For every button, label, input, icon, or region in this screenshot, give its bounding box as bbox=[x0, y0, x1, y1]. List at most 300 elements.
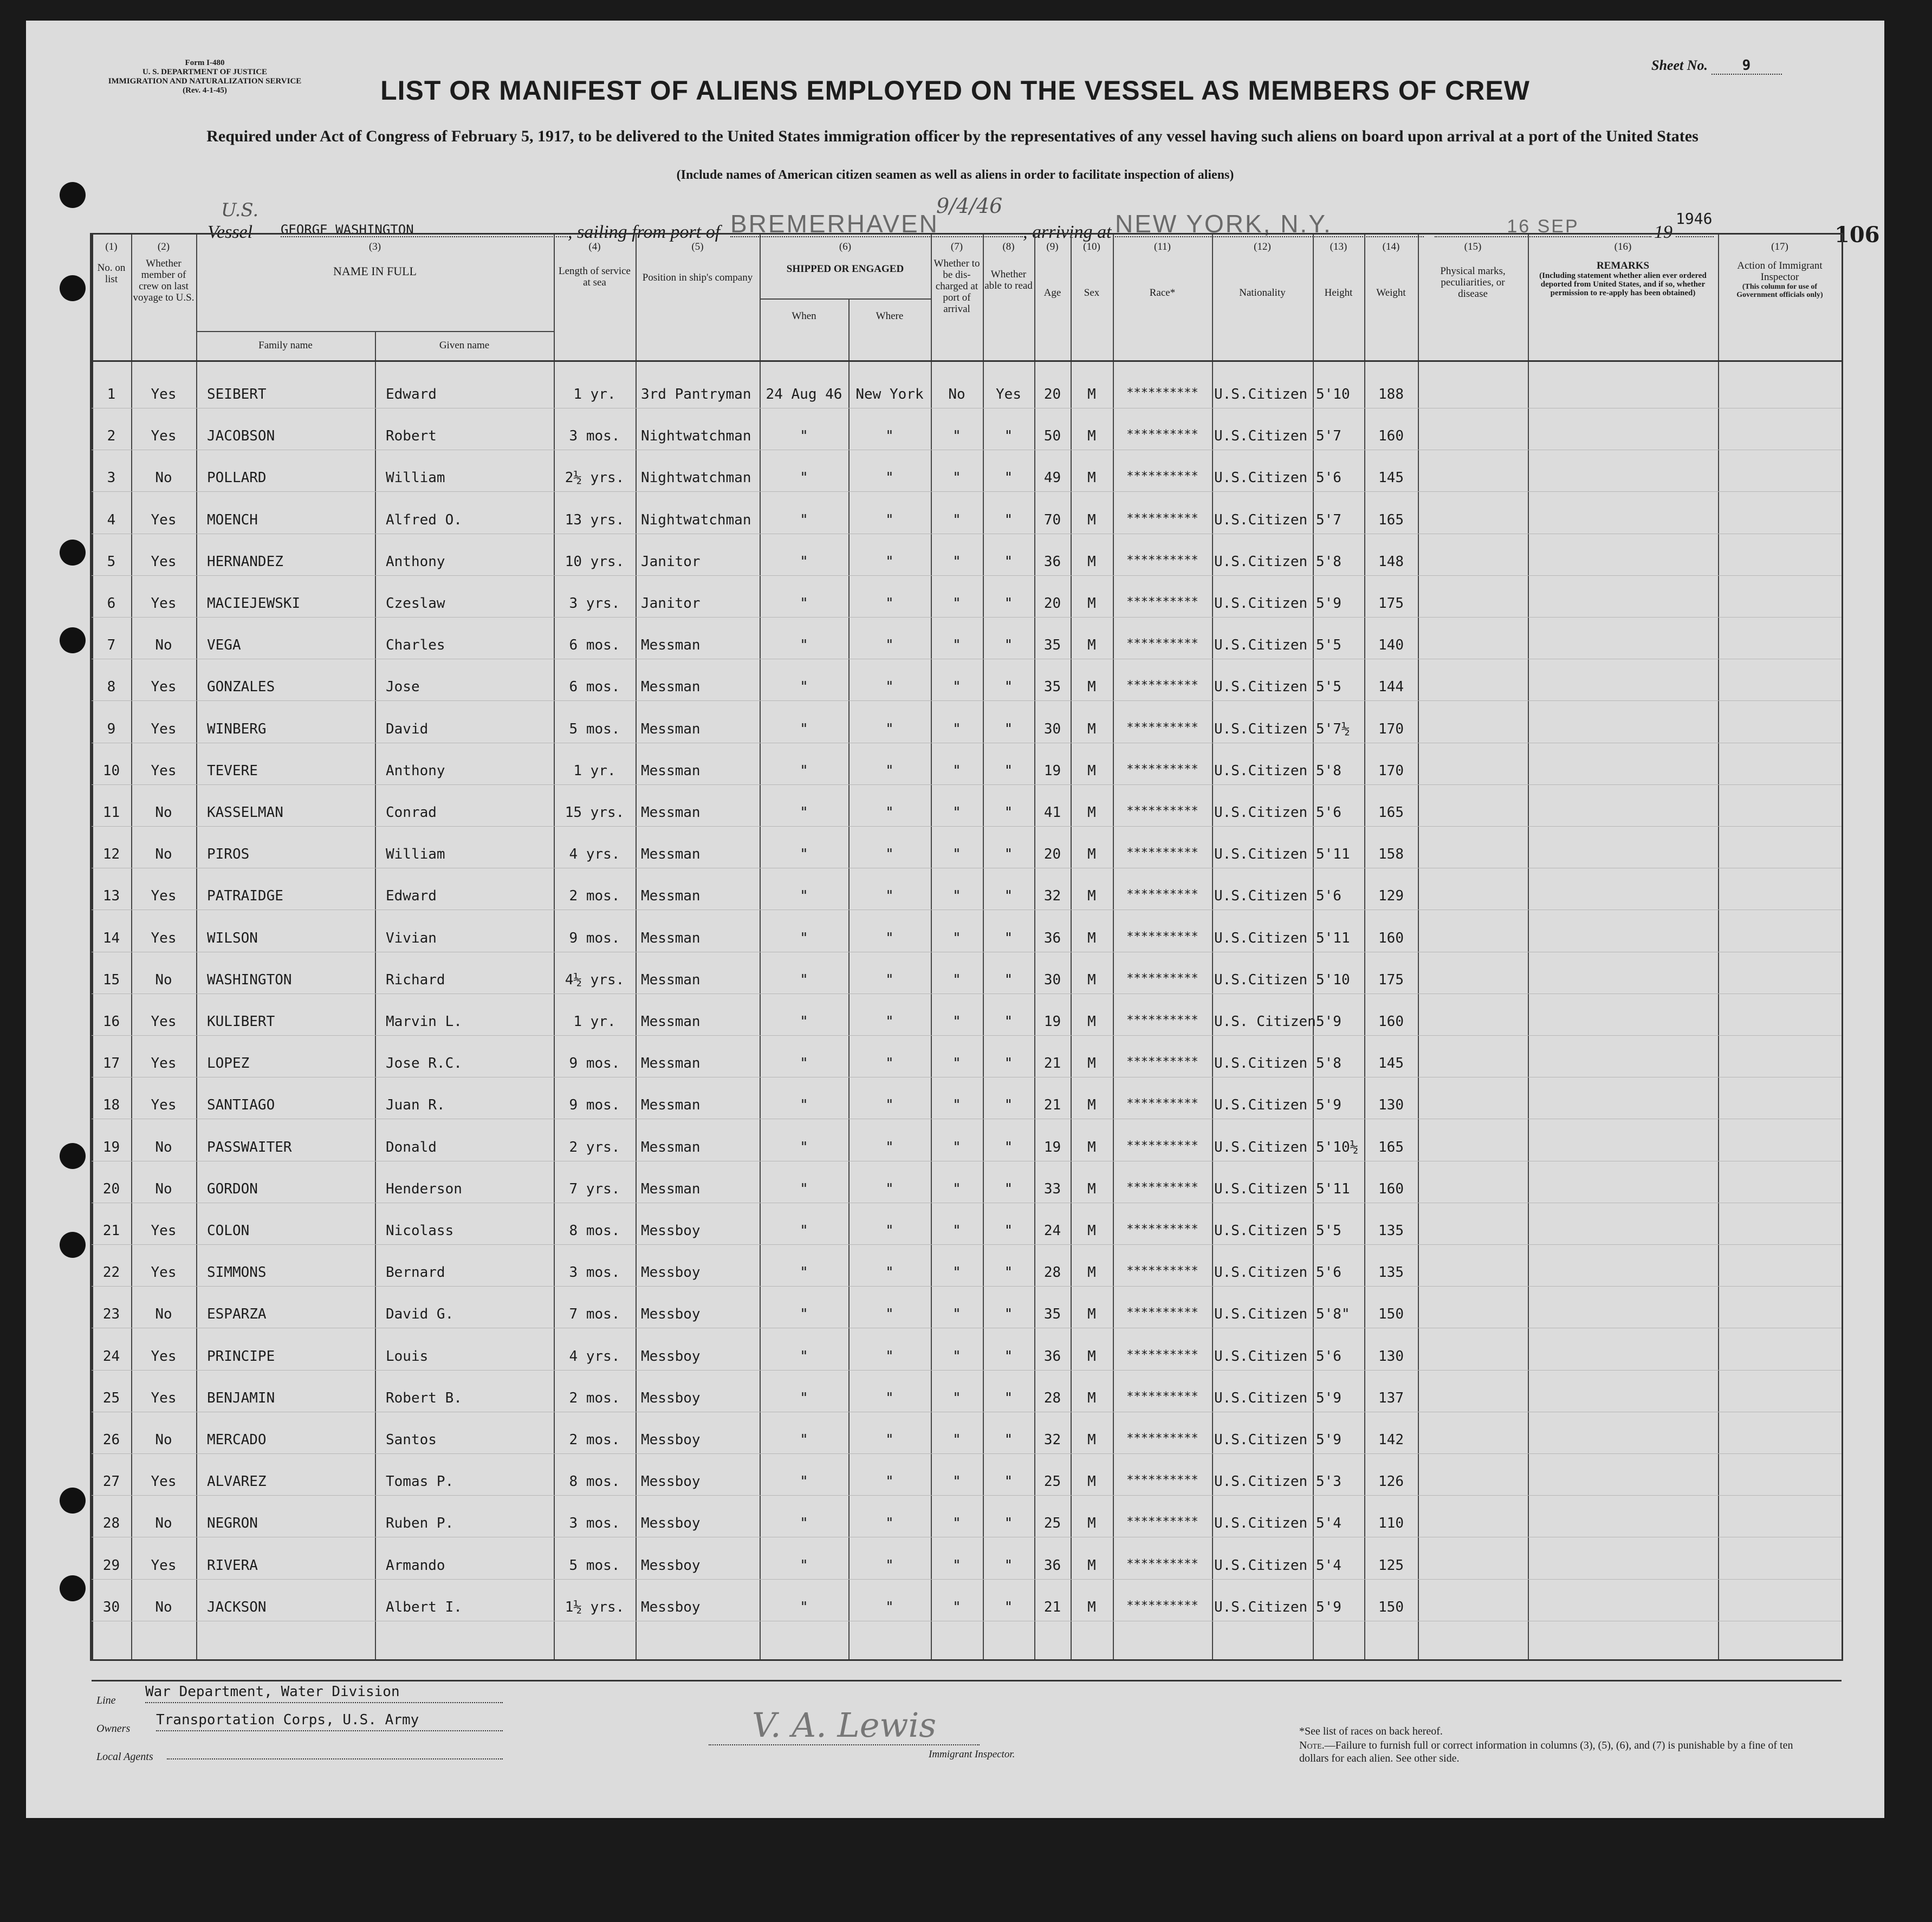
cell-no: 17 bbox=[102, 1055, 120, 1072]
sailing-label: , sailing from port of bbox=[568, 222, 721, 242]
cell-where: " bbox=[885, 679, 894, 695]
cell-age: 35 bbox=[1043, 637, 1061, 653]
cell-age: 25 bbox=[1043, 1473, 1061, 1490]
cell-weight: 140 bbox=[1378, 637, 1404, 653]
cell-nat: U.S.Citizen bbox=[1214, 470, 1308, 486]
cell-weight: 126 bbox=[1378, 1473, 1404, 1490]
cell-sex: M bbox=[1087, 1055, 1096, 1072]
cell-nat: U.S.Citizen bbox=[1214, 1557, 1308, 1574]
col-label: Whether to be dis-charged at port of arrival bbox=[933, 258, 980, 315]
cell-no: 6 bbox=[107, 595, 116, 612]
cell-read: " bbox=[1004, 763, 1013, 779]
cell-family: BENJAMIN bbox=[207, 1390, 275, 1406]
form-service: IMMIGRATION AND NATURALIZATION SERVICE bbox=[108, 77, 302, 86]
cell-prev: Yes bbox=[151, 1223, 177, 1239]
col-header-remarks bbox=[1528, 241, 1718, 297]
cell-prev: Yes bbox=[151, 428, 177, 444]
cell-read: " bbox=[1004, 679, 1013, 695]
cell-height: 5'11 bbox=[1316, 1181, 1350, 1197]
cell-read: " bbox=[1004, 1139, 1013, 1155]
col-label: Whether able to read bbox=[984, 269, 1033, 291]
col-label: No. on list bbox=[97, 262, 126, 285]
row-rule bbox=[92, 1495, 1842, 1496]
cell-where: " bbox=[885, 1139, 894, 1155]
cell-disch: " bbox=[952, 1097, 961, 1113]
cell-nat: U.S.Citizen bbox=[1214, 386, 1308, 402]
cell-prev: Yes bbox=[151, 1014, 177, 1030]
col-label: NAME IN FULL bbox=[333, 264, 417, 278]
row-rule bbox=[92, 1370, 1842, 1371]
cell-where: " bbox=[885, 1348, 894, 1365]
row-rule bbox=[92, 784, 1842, 785]
penalty-note bbox=[1299, 1739, 1819, 1765]
cell-race: ********** bbox=[1126, 972, 1198, 985]
col-num: (1) bbox=[105, 241, 118, 252]
cell-disch: " bbox=[952, 1515, 961, 1531]
cell-where: " bbox=[885, 428, 894, 444]
cell-no: 10 bbox=[102, 763, 120, 779]
col-header-shipped bbox=[760, 241, 931, 275]
cell-height: 5'5 bbox=[1316, 637, 1341, 653]
punch-hole bbox=[60, 1488, 86, 1514]
cell-position: Messman bbox=[641, 721, 701, 737]
cell-race: ********** bbox=[1126, 470, 1198, 483]
cell-disch: " bbox=[952, 512, 961, 528]
cell-position: Nightwatchman bbox=[641, 428, 751, 444]
cell-when: " bbox=[800, 1181, 808, 1197]
row-rule bbox=[92, 1453, 1842, 1454]
cell-read: " bbox=[1004, 1181, 1013, 1197]
cell-height: 5'3 bbox=[1316, 1473, 1341, 1490]
cell-when: " bbox=[800, 428, 808, 444]
cell-weight: 160 bbox=[1378, 1181, 1404, 1197]
cell-where: " bbox=[885, 554, 894, 570]
cell-age: 20 bbox=[1043, 595, 1061, 612]
cell-family: TEVERE bbox=[207, 763, 258, 779]
cell-sex: M bbox=[1087, 428, 1096, 444]
cell-weight: 160 bbox=[1378, 1014, 1404, 1030]
cell-read: " bbox=[1004, 721, 1013, 737]
cell-no: 5 bbox=[107, 554, 116, 570]
col-label: Weight bbox=[1376, 287, 1406, 298]
col-label: Sex bbox=[1084, 287, 1100, 298]
cell-when: " bbox=[800, 1473, 808, 1490]
cell-service: 2 mos. bbox=[569, 1432, 620, 1448]
cell-sex: M bbox=[1087, 595, 1096, 612]
cell-position: Messboy bbox=[641, 1473, 701, 1490]
cell-given: Jose bbox=[386, 679, 420, 695]
arriving-label: , arriving at bbox=[1023, 222, 1112, 242]
cell-no: 14 bbox=[102, 930, 120, 946]
cell-weight: 148 bbox=[1378, 554, 1404, 570]
cell-given: David G. bbox=[386, 1306, 454, 1322]
cell-disch: " bbox=[952, 1348, 961, 1365]
cell-nat: U.S.Citizen bbox=[1214, 679, 1308, 695]
cell-age: 24 bbox=[1043, 1223, 1061, 1239]
cell-read: " bbox=[1004, 1014, 1013, 1030]
cell-where: " bbox=[885, 512, 894, 528]
cell-race: ********** bbox=[1126, 637, 1198, 651]
page-title: LIST OR MANIFEST OF ALIENS EMPLOYED ON THE VESSEL AS MEMBERS OF CREW bbox=[380, 75, 1530, 106]
cell-nat: U.S.Citizen bbox=[1214, 1515, 1308, 1531]
cell-sex: M bbox=[1087, 1181, 1096, 1197]
cell-sex: M bbox=[1087, 930, 1096, 946]
line-label: Line bbox=[96, 1694, 116, 1706]
cell-height: 5'4 bbox=[1316, 1557, 1341, 1574]
col-num: (5) bbox=[691, 241, 704, 252]
line-field: War Department, Water Division bbox=[145, 1684, 503, 1703]
col-sublabel: (This column for use of Government officials only) bbox=[1736, 283, 1823, 299]
cell-family: ALVAREZ bbox=[207, 1473, 267, 1490]
cell-age: 36 bbox=[1043, 554, 1061, 570]
sheet-number bbox=[1651, 57, 1782, 75]
cell-position: Messboy bbox=[641, 1264, 701, 1281]
cell-nat: U.S.Citizen bbox=[1214, 1264, 1308, 1281]
cell-no: 1 bbox=[107, 386, 116, 402]
col-num: (9) bbox=[1046, 241, 1059, 252]
cell-race: ********** bbox=[1126, 1223, 1198, 1236]
cell-position: Messboy bbox=[641, 1599, 701, 1615]
cell-no: 9 bbox=[107, 721, 116, 737]
cell-age: 30 bbox=[1043, 721, 1061, 737]
cell-sex: M bbox=[1087, 804, 1096, 821]
col-label: SHIPPED OR ENGAGED bbox=[786, 263, 904, 275]
cell-when: " bbox=[800, 930, 808, 946]
cell-height: 5'8 bbox=[1316, 763, 1341, 779]
row-rule bbox=[92, 700, 1842, 701]
col-header-race bbox=[1113, 241, 1212, 298]
cell-no: 4 bbox=[107, 512, 116, 528]
col-num: (11) bbox=[1154, 241, 1171, 252]
cell-prev: Yes bbox=[151, 1264, 177, 1281]
cell-where: " bbox=[885, 888, 894, 904]
cell-nat: U.S.Citizen bbox=[1214, 1473, 1308, 1490]
col-num: (14) bbox=[1382, 241, 1400, 252]
cell-age: 20 bbox=[1043, 386, 1061, 402]
cell-race: ********** bbox=[1126, 679, 1198, 692]
requirement-text: Required under Act of Congress of February 5, 1917, to be delivered to the United States immigration officer by the representatives of any vessel having such aliens on board upon arrival at a port of the United States bbox=[206, 127, 1698, 145]
cell-nat: U.S.Citizen bbox=[1214, 428, 1308, 444]
cell-when: " bbox=[800, 1223, 808, 1239]
cell-sex: M bbox=[1087, 554, 1096, 570]
cell-read: " bbox=[1004, 1515, 1013, 1531]
cell-when: " bbox=[800, 1264, 808, 1281]
cell-position: Messman bbox=[641, 930, 701, 946]
cell-read: " bbox=[1004, 1557, 1013, 1574]
cell-family: WASHINGTON bbox=[207, 972, 292, 988]
cell-weight: 165 bbox=[1378, 804, 1404, 821]
cell-sex: M bbox=[1087, 1264, 1096, 1281]
cell-prev: Yes bbox=[151, 888, 177, 904]
cell-race: ********** bbox=[1126, 1014, 1198, 1027]
arrival-date-field: 16 SEP bbox=[1435, 210, 1651, 237]
col-header-inspector bbox=[1718, 241, 1842, 299]
cell-position: Messman bbox=[641, 1014, 701, 1030]
cell-service: 8 mos. bbox=[569, 1223, 620, 1239]
cell-disch: No bbox=[948, 386, 965, 402]
cell-family: SEIBERT bbox=[207, 386, 267, 402]
cell-read: " bbox=[1004, 972, 1013, 988]
cell-when: " bbox=[800, 846, 808, 862]
col-num: (17) bbox=[1771, 241, 1788, 252]
cell-height: 5'8 bbox=[1316, 554, 1341, 570]
col-label: Race* bbox=[1149, 287, 1176, 298]
cell-when: " bbox=[800, 1014, 808, 1030]
cell-nat: U.S.Citizen bbox=[1214, 595, 1308, 612]
cell-race: ********** bbox=[1126, 554, 1198, 567]
cell-given: Charles bbox=[386, 637, 445, 653]
cell-race: ********** bbox=[1126, 1473, 1198, 1487]
cell-service: 1 yr. bbox=[573, 763, 616, 779]
cell-read: " bbox=[1004, 512, 1013, 528]
col-sublabel: (Including statement whether alien ever ordered deported from United States, and if so, whether permission to re-apply has been obtained) bbox=[1539, 271, 1707, 297]
cell-no: 20 bbox=[102, 1181, 120, 1197]
cell-race: ********** bbox=[1126, 428, 1198, 441]
cell-when: " bbox=[800, 763, 808, 779]
col-header-name bbox=[196, 241, 554, 277]
cell-height: 5'11 bbox=[1316, 930, 1350, 946]
cell-family: NEGRON bbox=[207, 1515, 258, 1531]
cell-service: 7 mos. bbox=[569, 1306, 620, 1322]
col-header-last-voyage bbox=[131, 241, 196, 303]
cell-read: " bbox=[1004, 1390, 1013, 1406]
cell-sex: M bbox=[1087, 1014, 1096, 1030]
cell-where: " bbox=[885, 1097, 894, 1113]
punch-hole bbox=[60, 1232, 86, 1258]
col-num: (15) bbox=[1464, 241, 1482, 252]
cell-given: Vivian bbox=[386, 930, 437, 946]
cell-disch: " bbox=[952, 1557, 961, 1574]
cell-weight: 175 bbox=[1378, 595, 1404, 612]
cell-no: 7 bbox=[107, 637, 116, 653]
cell-nat: U.S.Citizen bbox=[1214, 804, 1308, 821]
cell-age: 36 bbox=[1043, 1557, 1061, 1574]
col-header-physical-marks bbox=[1418, 241, 1528, 300]
cell-sex: M bbox=[1087, 888, 1096, 904]
cell-family: WILSON bbox=[207, 930, 258, 946]
cell-nat: U.S. Citizen bbox=[1214, 1014, 1316, 1030]
col-header-discharged bbox=[931, 241, 983, 315]
cell-nat: U.S.Citizen bbox=[1214, 972, 1308, 988]
form-department: U. S. DEPARTMENT OF JUSTICE bbox=[142, 68, 268, 76]
cell-where: " bbox=[885, 1055, 894, 1072]
cell-where: " bbox=[885, 1515, 894, 1531]
cell-family: SANTIAGO bbox=[207, 1097, 275, 1113]
cell-sex: M bbox=[1087, 846, 1096, 862]
cell-race: ********** bbox=[1126, 512, 1198, 525]
cell-family: MERCADO bbox=[207, 1432, 267, 1448]
cell-nat: U.S.Citizen bbox=[1214, 846, 1308, 862]
cell-where: " bbox=[885, 1390, 894, 1406]
note-text: —Failure to furnish full or correct information in columns (3), (5), (6), and (7) is punishable by a fine of ten dollars for each alien. See other side. bbox=[1299, 1739, 1793, 1764]
cell-height: 5'10 bbox=[1316, 972, 1350, 988]
cell-disch: " bbox=[952, 804, 961, 821]
cell-given: Henderson bbox=[386, 1181, 462, 1197]
cell-weight: 125 bbox=[1378, 1557, 1404, 1574]
col-num: (8) bbox=[1002, 241, 1015, 252]
cell-weight: 129 bbox=[1378, 888, 1404, 904]
cell-sex: M bbox=[1087, 972, 1096, 988]
cell-disch: " bbox=[952, 1181, 961, 1197]
cell-position: 3rd Pantryman bbox=[641, 386, 751, 402]
cell-read: " bbox=[1004, 1473, 1013, 1490]
cell-weight: 144 bbox=[1378, 679, 1404, 695]
vessel-handwritten-note: U.S. bbox=[221, 199, 259, 221]
cell-age: 41 bbox=[1043, 804, 1061, 821]
cell-nat: U.S.Citizen bbox=[1214, 888, 1308, 904]
col-header-where: Where bbox=[876, 310, 904, 322]
cell-race: ********** bbox=[1126, 1306, 1198, 1320]
cell-read: " bbox=[1004, 846, 1013, 862]
cell-height: 5'6 bbox=[1316, 888, 1341, 904]
cell-weight: 145 bbox=[1378, 470, 1404, 486]
cell-service: 15 yrs. bbox=[565, 804, 625, 821]
cell-given: William bbox=[386, 470, 445, 486]
cell-race: ********** bbox=[1126, 1390, 1198, 1404]
cell-sex: M bbox=[1087, 1348, 1096, 1365]
cell-nat: U.S.Citizen bbox=[1214, 1181, 1308, 1197]
cell-weight: 160 bbox=[1378, 428, 1404, 444]
cell-given: Robert bbox=[386, 428, 437, 444]
cell-no: 3 bbox=[107, 470, 116, 486]
cell-sex: M bbox=[1087, 1139, 1096, 1155]
cell-prev: Yes bbox=[151, 1557, 177, 1574]
local-agents-label: Local Agents bbox=[96, 1751, 153, 1763]
cell-service: 5 mos. bbox=[569, 1557, 620, 1574]
cell-weight: 135 bbox=[1378, 1223, 1404, 1239]
cell-height: 5'5 bbox=[1316, 1223, 1341, 1239]
cell-age: 36 bbox=[1043, 930, 1061, 946]
cell-disch: " bbox=[952, 1473, 961, 1490]
cell-read: " bbox=[1004, 804, 1013, 821]
cell-when: " bbox=[800, 1348, 808, 1365]
col-num: (2) bbox=[157, 241, 170, 252]
cell-service: 4½ yrs. bbox=[565, 972, 625, 988]
cell-service: 4 yrs. bbox=[569, 846, 620, 862]
cell-position: Messman bbox=[641, 846, 701, 862]
cell-race: ********** bbox=[1126, 721, 1198, 735]
port-of-departure-field: BREMERHAVEN bbox=[730, 210, 1023, 237]
cell-weight: 170 bbox=[1378, 763, 1404, 779]
cell-disch: " bbox=[952, 1264, 961, 1281]
cell-height: 5'11 bbox=[1316, 846, 1350, 862]
cell-age: 19 bbox=[1043, 1139, 1061, 1155]
cell-disch: " bbox=[952, 972, 961, 988]
cell-family: VEGA bbox=[207, 637, 241, 653]
cell-height: 5'10½ bbox=[1316, 1139, 1359, 1155]
cell-position: Messman bbox=[641, 972, 701, 988]
cell-position: Messman bbox=[641, 888, 701, 904]
cell-prev: Yes bbox=[151, 721, 177, 737]
cell-service: 2 mos. bbox=[569, 1390, 620, 1406]
cell-prev: Yes bbox=[151, 1473, 177, 1490]
cell-no: 16 bbox=[102, 1014, 120, 1030]
page-number: 106 bbox=[1834, 222, 1880, 248]
cell-read: " bbox=[1004, 1264, 1013, 1281]
cell-weight: 165 bbox=[1378, 1139, 1404, 1155]
cell-position: Messboy bbox=[641, 1557, 701, 1574]
cell-weight: 165 bbox=[1378, 512, 1404, 528]
cell-family: MOENCH bbox=[207, 512, 258, 528]
cell-nat: U.S.Citizen bbox=[1214, 1599, 1308, 1615]
port-handwritten-date: 9/4/46 bbox=[936, 194, 1003, 218]
cell-disch: " bbox=[952, 721, 961, 737]
cell-race: ********** bbox=[1126, 1181, 1198, 1194]
col-header-sex bbox=[1071, 241, 1113, 298]
cell-where: " bbox=[885, 1599, 894, 1615]
cell-weight: 188 bbox=[1378, 386, 1404, 402]
row-rule bbox=[92, 491, 1842, 492]
cell-when: " bbox=[800, 1599, 808, 1615]
cell-position: Nightwatchman bbox=[641, 470, 751, 486]
cell-where: " bbox=[885, 763, 894, 779]
cell-disch: " bbox=[952, 595, 961, 612]
cell-family: POLLARD bbox=[207, 470, 267, 486]
cell-position: Messman bbox=[641, 1097, 701, 1113]
cell-age: 21 bbox=[1043, 1097, 1061, 1113]
cell-given: William bbox=[386, 846, 445, 862]
cell-age: 28 bbox=[1043, 1264, 1061, 1281]
cell-weight: 145 bbox=[1378, 1055, 1404, 1072]
row-rule bbox=[92, 1035, 1842, 1036]
cell-when: " bbox=[800, 595, 808, 612]
cell-given: Santos bbox=[386, 1432, 437, 1448]
punch-hole bbox=[60, 182, 86, 208]
cell-service: 1 yr. bbox=[573, 386, 616, 402]
cell-position: Messman bbox=[641, 763, 701, 779]
cell-height: 5'8" bbox=[1316, 1306, 1350, 1322]
cell-nat: U.S.Citizen bbox=[1214, 1348, 1308, 1365]
cell-disch: " bbox=[952, 1432, 961, 1448]
cell-sex: M bbox=[1087, 1223, 1096, 1239]
cell-given: David bbox=[386, 721, 429, 737]
cell-weight: 170 bbox=[1378, 721, 1404, 737]
local-agents-field bbox=[167, 1740, 503, 1759]
cell-height: 5'6 bbox=[1316, 470, 1341, 486]
cell-race: ********** bbox=[1126, 763, 1198, 776]
cell-disch: " bbox=[952, 679, 961, 695]
cell-height: 5'6 bbox=[1316, 1264, 1341, 1281]
cell-height: 5'8 bbox=[1316, 1055, 1341, 1072]
col-num: (12) bbox=[1254, 241, 1271, 252]
cell-read: " bbox=[1004, 428, 1013, 444]
cell-position: Messboy bbox=[641, 1223, 701, 1239]
cell-position: Messboy bbox=[641, 1306, 701, 1322]
col-header-when: When bbox=[792, 310, 816, 322]
cell-sex: M bbox=[1087, 1473, 1096, 1490]
col-label: Physical marks, peculiarities, or disease bbox=[1440, 265, 1506, 300]
cell-no: 11 bbox=[102, 804, 120, 821]
year-label: 19 bbox=[1654, 222, 1672, 242]
cell-height: 5'7½ bbox=[1316, 721, 1350, 737]
cell-service: 5 mos. bbox=[569, 721, 620, 737]
cell-service: 13 yrs. bbox=[565, 512, 625, 528]
cell-prev: No bbox=[155, 1306, 172, 1322]
cell-age: 20 bbox=[1043, 846, 1061, 862]
cell-given: Ruben P. bbox=[386, 1515, 454, 1531]
cell-where: " bbox=[885, 595, 894, 612]
cell-no: 23 bbox=[102, 1306, 120, 1322]
cell-family: SIMMONS bbox=[207, 1264, 267, 1281]
col-num: (6) bbox=[839, 241, 852, 252]
owners-field: Transportation Corps, U.S. Army bbox=[156, 1712, 503, 1731]
cell-family: PIROS bbox=[207, 846, 250, 862]
cell-given: Louis bbox=[386, 1348, 429, 1365]
cell-where: " bbox=[885, 1473, 894, 1490]
cell-where: " bbox=[885, 1306, 894, 1322]
cell-family: JACKSON bbox=[207, 1599, 267, 1615]
cell-position: Messboy bbox=[641, 1348, 701, 1365]
